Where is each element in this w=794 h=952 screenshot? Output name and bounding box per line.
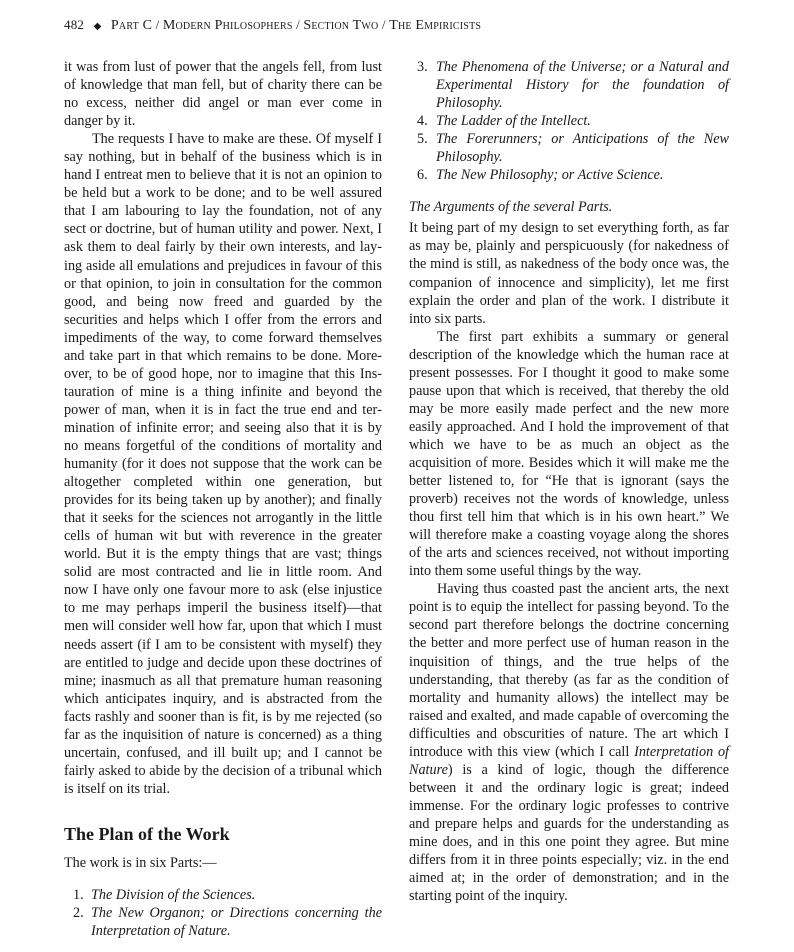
right-column xyxy=(409,58,729,905)
list-number: 5. xyxy=(417,131,428,148)
diamond-separator-icon: ◆ xyxy=(93,21,102,32)
text-run: ) is a kind of logic, though the difference between it and the ordinary logic is great; indeed immense. For the ordinary logic professes to contrive and prepare helps and guards for the understanding as mine does, and in this one point they agree. But mine differs from it in three points especially; viz. in the end aimed at; in the order of demonstration; and in the starting point of the inquiry. xyxy=(409,761,729,905)
list-item xyxy=(64,886,382,904)
list-item xyxy=(409,112,729,130)
paragraph: The requests I have to make are these. Of myself I say nothing, but in behalf of the business which is in hand I entreat men to believe that it is not an opinion to be held but a work to be done; and to be well assured that I am labouring to lay the foundation, not of any sect or doctrine, but of human utility and power. Next, I ask them to deal fairly by their own interests, and laying aside all emulations and prejudices in favour of this or that opinion, to join in consultation for the common good, and being now freed and guarded by the securities and helps which I offer from the errors and impediments of the way, to come forward themselves and take part in that which remains to be done. Moreover, to be of good hope, nor to imagine that this Instauration of mine is a thing infinite and beyond the power of man, when it is in fact the true end and termination of infinite error; and seeing also that it is by no means forgetful of the conditions of mortality and humanity (for it does not suppose that the work can be altogether completed within one generation, but provides for its being taken up by another); and finally that it seeks for the sciences not arrogantly in the little cells of human wit but with reverence in the greater world. But it is the empty things that are vast; things solid are most contracted and lie in little room. And now I have only one favour more to ask (else injustice to me may perhaps imperil the business itself)—that men will consider well how far, upon that which I must needs assert (if I am to be consistent with myself) they are entitled to judge and decide upon these doctrines of mine; inasmuch as all that premature human reasoning which anticipates inquiry, and is abstracted from the facts rashly and sooner than is fit, is by me rejected (so far as the inquisition of nature is concerned) as a thing uncertain, confused, and ill built up; and I cannot be fairly asked to abide by the decision of a tribunal which is itself on its trial. xyxy=(64,131,382,797)
parts-list xyxy=(64,886,382,940)
list-number: 6. xyxy=(417,167,428,184)
list-number: 2. xyxy=(73,905,84,922)
list-item xyxy=(409,58,729,112)
header-divider: / xyxy=(155,17,160,32)
list-item xyxy=(64,904,382,940)
part-title: The Ladder of the Intellect. xyxy=(436,113,591,130)
italic-term: Interpretation of Nature xyxy=(409,743,729,778)
header-divider: / xyxy=(296,17,300,32)
paragraph: The first part exhibits a summary or general description of the knowledge which the human race at present possesses. For I thought it good to make some pause upon that which is received, that thereby the old may be more easily made perfect and the new more easily approached. And I hold the improvement of that which we have to be as much an object as the acquisition of more. Besides which it will make me the better listened to, for “He that is ignorant (says the proverb) receives not the words of knowledge, unless thou first tell him that which is in his own heart.” We will therefore make a coasting voyage along the shores of the arts and sciences received, not without importing into them some useful things by the way. xyxy=(409,328,729,580)
part-title: The Phenomena of the Universe; or a Natural and Experimental History for the foundation of Philosophy. xyxy=(436,59,729,112)
header-section: Section Two xyxy=(303,18,379,33)
left-column xyxy=(64,58,382,940)
part-title: The Forerunners; or Anticipations of the New Philosophy. xyxy=(436,131,729,166)
paragraph: it was from lust of power that the angels fell, from lust of knowledge that man fell, but of charity there can be no excess, neither did angel or man ever come in danger by it. xyxy=(64,59,382,130)
parts-intro: The work is in six Parts:— xyxy=(64,854,217,871)
subheading: The Arguments of the several Parts. xyxy=(409,199,613,216)
list-item xyxy=(409,130,729,166)
section-heading: The Plan of the Work xyxy=(64,823,230,844)
header-subsection: The Empiricists xyxy=(389,18,482,33)
running-header xyxy=(64,17,481,34)
header-part: Part C xyxy=(110,18,153,33)
list-item xyxy=(409,166,729,184)
part-title: The New Organon; or Directions concerning the Interpretation of Nature. xyxy=(91,905,382,940)
parts-list xyxy=(409,58,729,184)
paragraph xyxy=(409,580,729,905)
text-run: Having thus coasted past the ancient arts, the next point is to equip the intellect for passing beyond. To the second part therefore belongs the doctrine concerning the better and more perfect use of human reason in the inquisition of things, and the true helps of the understanding, that thereby (as far as the condition of mortality and humanity allows) the intellect may be raised and exalted, and made capable of overcoming the difficulties and obscurities of nature. The art which I introduce with this view (which I call xyxy=(409,581,729,760)
part-title: The New Philosophy; or Active Science. xyxy=(436,167,664,184)
header-divider: / xyxy=(381,17,386,32)
list-number: 4. xyxy=(417,113,428,130)
list-number: 1. xyxy=(73,886,84,903)
header-section-title: Modern Philosophers xyxy=(162,18,293,33)
part-title: The Division of the Sciences. xyxy=(91,886,256,903)
paragraph: It being part of my design to set everything forth, as far as may be, plainly and perspicuously (for nakedness of the mind is still, as nakedness of the body once was, the companion of innocence and simplicity), let me first explain the order and plan of the work. I distribute it into six parts. xyxy=(409,220,729,327)
page-number: 482 xyxy=(64,17,85,32)
list-number: 3. xyxy=(417,59,428,75)
